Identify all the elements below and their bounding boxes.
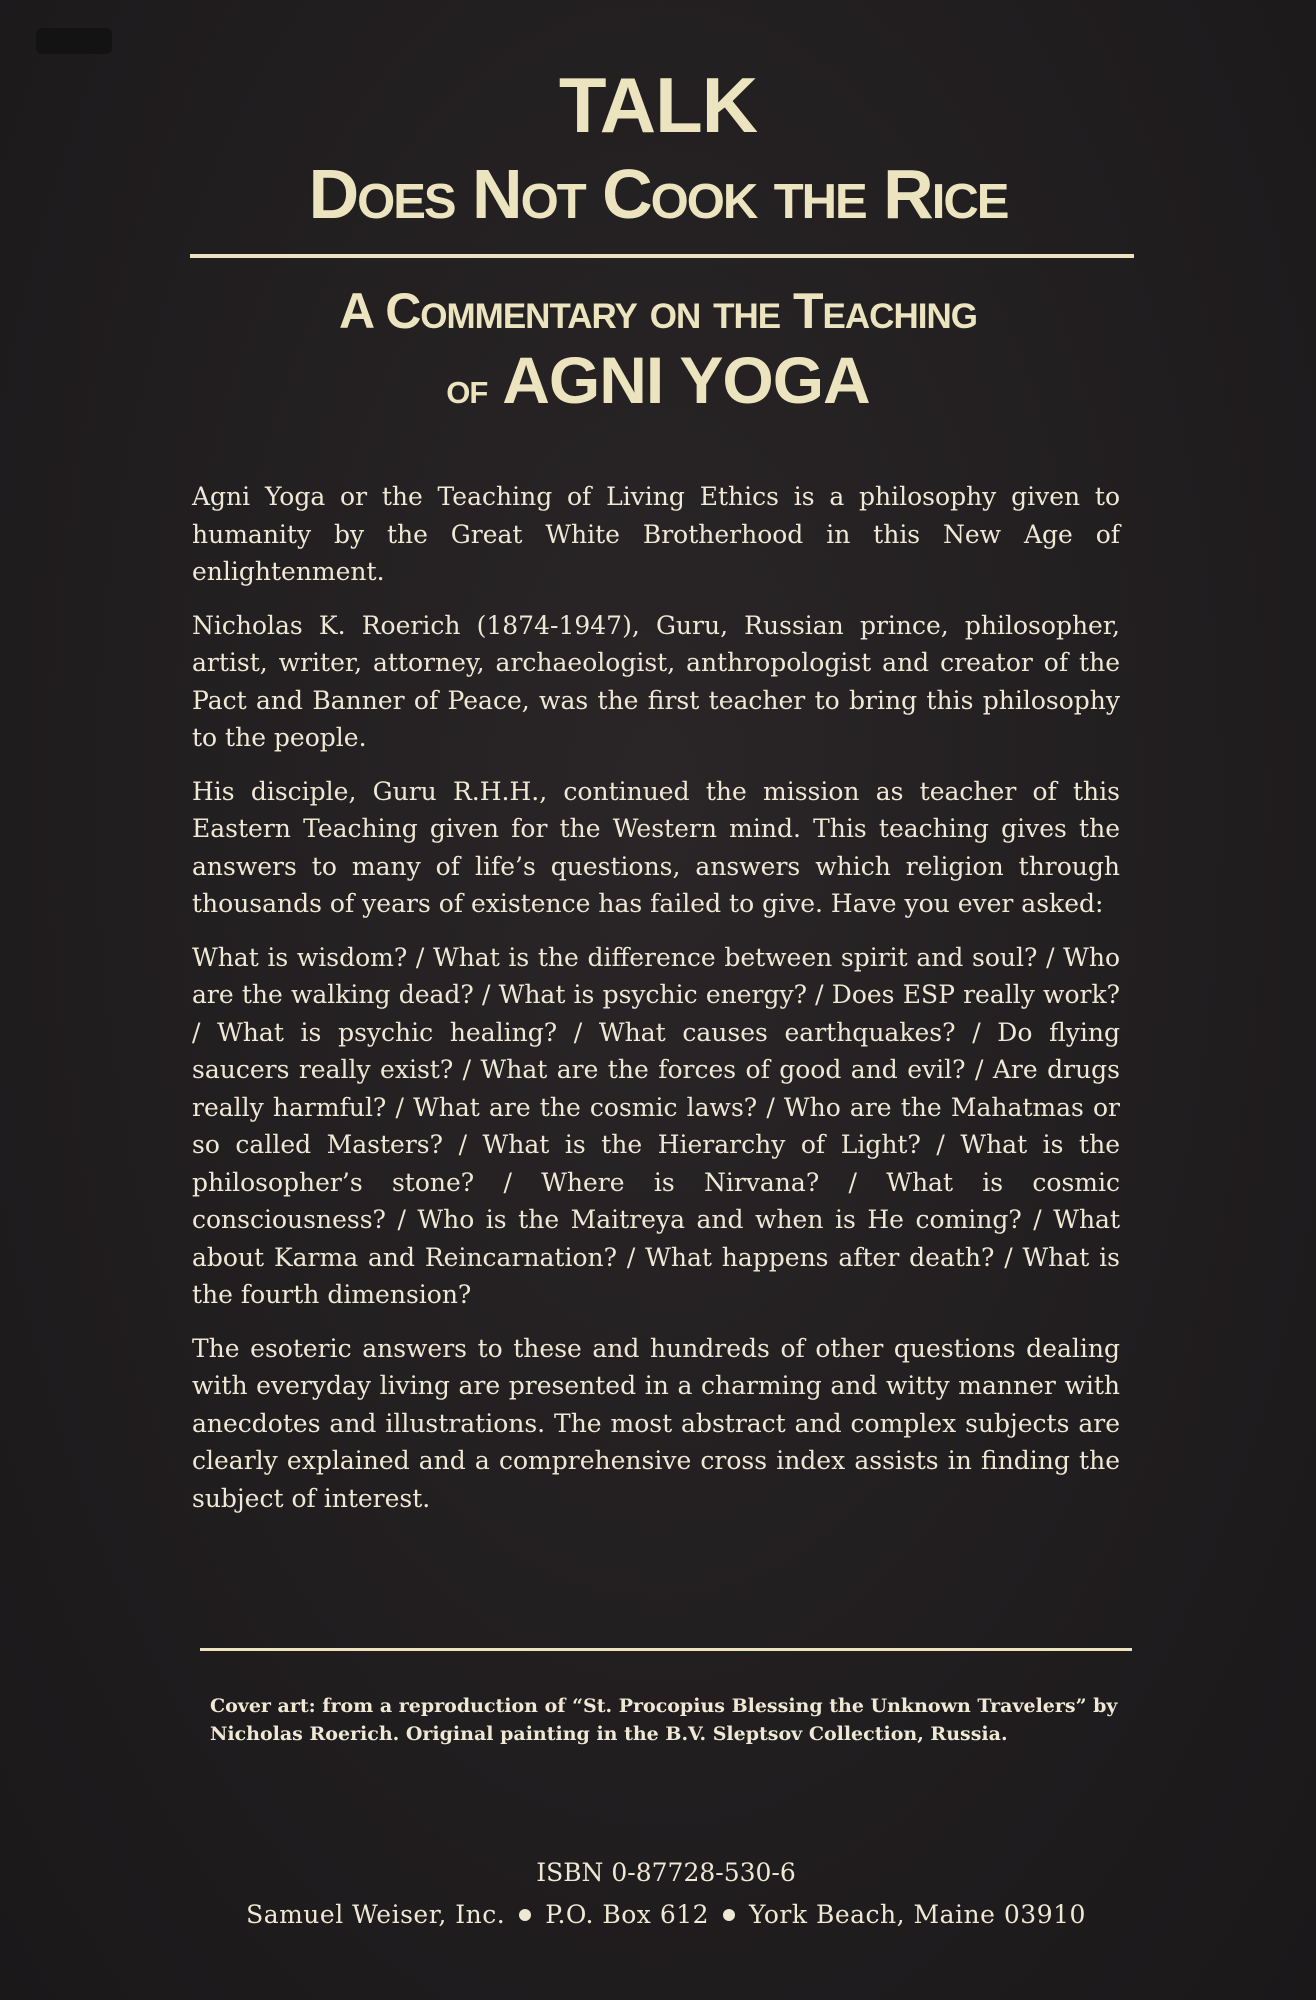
title-line-1: TALK — [558, 61, 758, 149]
blurb — [192, 478, 1120, 1533]
blurb-paragraph: Agni Yoga or the Teaching of Living Ethics is a philosophy given to humanity by the Great White Brotherhood in this New Age of enlightenment. — [192, 482, 1120, 586]
blurb-paragraph: His disciple, Guru R.H.H., continued the mission as teacher of this Eastern Teaching given for the Western mind. This teaching gives the answers to many of life’s questions, answers which religion through thousands of years of existence has failed to give. Have you ever asked: — [192, 776, 1120, 918]
book-subtitle — [150, 280, 1166, 427]
subtitle-line-2 — [150, 342, 1166, 427]
price-sticker-remnant — [36, 28, 112, 54]
bullet-icon — [723, 1909, 735, 1921]
title-line-2: Does Not Cook the Rice — [308, 155, 1008, 233]
questions-paragraph: What is wisdom? / What is the difference between spirit and soul? / Who are the walking dead? / What is psychic energy? / Does ESP really work? / What is psychic healing? / What causes earthquakes? / Do flying saucers really exist? / What are the forces of good and evil? / Are drugs really harmful? / What are the cosmic laws? / Who are the Mahatmas or so called Masters? / What is the Hierarchy of Light? / What is the philosopher’s stone? / Where is Nirvana? / What is cosmic consciousness? / Who is the Maitreya and when is He coming? / What about Karma and Reincarnation? / What happens after death? / What is the fourth dimension? — [192, 942, 1120, 1309]
bullet-icon — [519, 1909, 531, 1921]
cover-art-credit: Cover art: from a reproduction of “St. Procopius Blessing the Unknown Travelers” by Nicholas Roerich. Original painting in the B.V. Sleptsov Collection, Russia. — [210, 1695, 1118, 1745]
subtitle-agni-yoga: AGNI YOGA — [502, 343, 870, 417]
subtitle-line-1: A Commentary on the Teaching — [339, 283, 977, 339]
publisher-city: York Beach, Maine 03910 — [749, 1900, 1086, 1929]
isbn: ISBN 0-87728-530-6 — [536, 1858, 796, 1887]
subtitle-of: of — [446, 364, 488, 413]
blurb-paragraph: Nicholas K. Roerich (1874-1947), Guru, Russian prince, philosopher, artist, writer, attorney, archaeologist, anthropologist and creator of the Pact and Banner of Peace, was the first teacher to bring this philosophy to the people. — [192, 610, 1120, 752]
book-title — [150, 60, 1166, 236]
blurb-paragraph: The esoteric answers to these and hundreds of other questions dealing with everyday living are presented in a charming and witty manner with anecdotes and illustrations. The most abstract and complex subjects are clearly explained and a comprehensive cross index assists in finding the subject of interest. — [192, 1333, 1120, 1513]
publisher-name: Samuel Weiser, Inc. — [246, 1900, 506, 1929]
publisher-box: P.O. Box 612 — [545, 1900, 710, 1929]
title-divider — [190, 254, 1134, 258]
credit-divider — [200, 1648, 1132, 1651]
publisher-line — [200, 1900, 1132, 1929]
